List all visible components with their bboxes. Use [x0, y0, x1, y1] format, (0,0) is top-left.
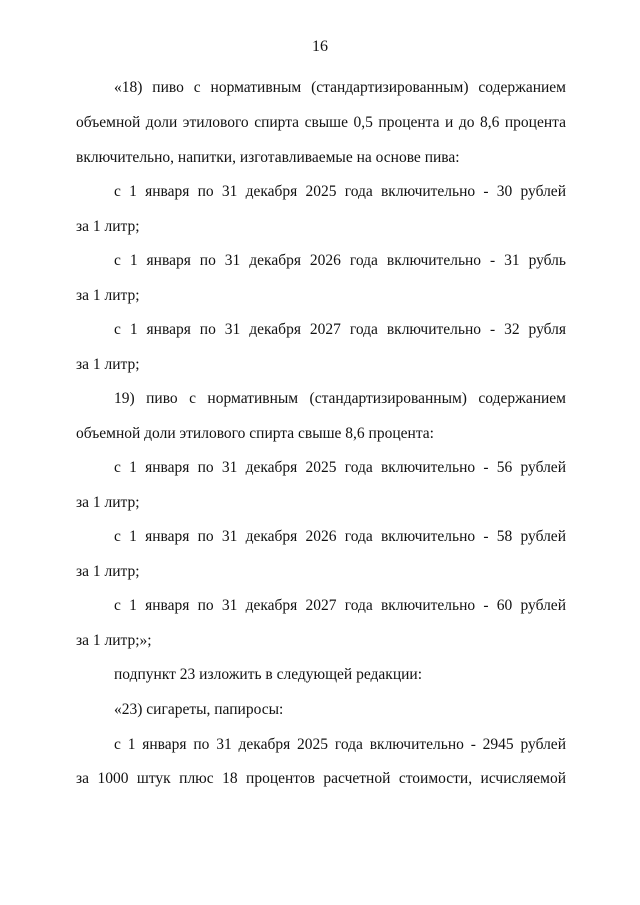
text-line: с 1 января по 31 декабря 2025 года включительно - 2945 рублей	[114, 736, 566, 753]
text-line: за 1 литр;	[76, 563, 140, 580]
text-line: включительно, напитки, изготавливаемые на основе пива:	[76, 149, 460, 166]
text-line: за 1 литр;»;	[76, 632, 152, 649]
text-line: за 1 литр;	[76, 494, 140, 511]
text-line: с 1 января по 31 декабря 2027 года включительно - 60 рублей	[114, 597, 566, 614]
text-line: с 1 января по 31 декабря 2026 года включительно - 31 рубль	[114, 252, 566, 269]
text-line: 19) пиво с нормативным (стандартизированным) содержанием	[114, 390, 566, 407]
text-line: за 1 литр;	[76, 287, 140, 304]
text-line: за 1 литр;	[76, 356, 140, 373]
text-line: с 1 января по 31 декабря 2026 года включительно - 58 рублей	[114, 528, 566, 545]
text-line: объемной доли этилового спирта свыше 8,6 процента:	[76, 425, 434, 442]
text-line: с 1 января по 31 декабря 2027 года включительно - 32 рубля	[114, 321, 566, 338]
text-line: подпункт 23 изложить в следующей редакции:	[114, 666, 423, 683]
text-line: за 1000 штук плюс 18 процентов расчетной стоимости, исчисляемой	[76, 770, 566, 787]
page-number: 16	[312, 38, 328, 55]
text-line: с 1 января по 31 декабря 2025 года включительно - 30 рублей	[114, 183, 566, 200]
text-line: за 1 литр;	[76, 218, 140, 235]
text-line: с 1 января по 31 декабря 2025 года включительно - 56 рублей	[114, 459, 566, 476]
text-line: объемной доли этилового спирта свыше 0,5 процента и до 8,6 процента	[76, 114, 566, 131]
text-line: «23) сигареты, папиросы:	[114, 701, 284, 718]
text-line: «18) пиво с нормативным (стандартизированным) содержанием	[114, 79, 566, 96]
